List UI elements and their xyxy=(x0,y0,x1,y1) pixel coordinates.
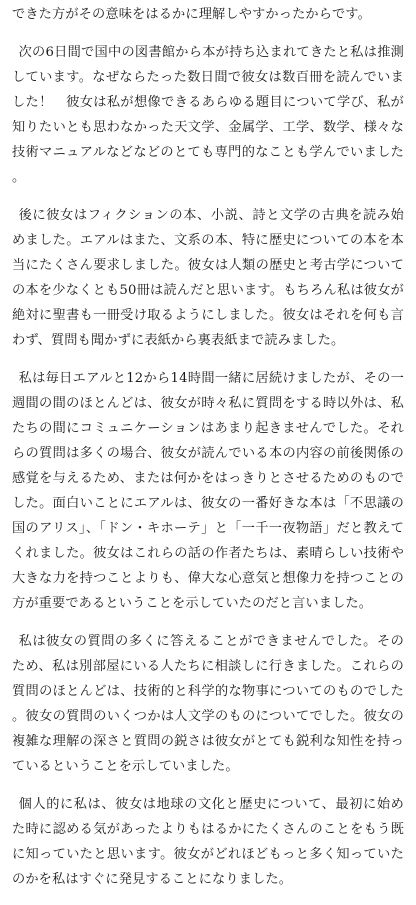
paragraph-daily-sessions: 私は毎日エアルと12から14時間一緒に居続けましたが、その一週間の間のほとんどは、彼女が時々私に質問をする時以外は、私たちの間にコミュニケーションはあまり起きませんでした。それらの質問は多くの場合、彼女が読んでいる本の内容の前後関係の感覚を与えるため、または何かをはっきりとさせるためのものでした。面白いことにエアルは、彼女の一番好きな本は「不思議の国のアリス」、「ドン・キホーテ」と「一千一夜物語」だと教えてくれました。彼女はこれらの話の作者たちは、素晴らしい技術や大きな力を持つことよりも、偉大な心意気と想像力を持つことの方が重要であるということを示していたのだと言いました。 xyxy=(12,371,404,611)
paragraph-fiction-history: 後に彼女はフィクションの本、小説、詩と文学の古典を読み始めました。エアルはまた、文系の本、特に歴史についての本を本当にたくさん要求しました。彼女は人類の歴史と考古学についての本を少なくとも50冊は読んだと思います。もちろん私は彼女が絶対に聖書も一冊受け取るようにしました。彼女はそれを何も言わず、質問も聞かずに表紙から裏表紙まで読みました。 xyxy=(12,208,404,348)
paragraph-questions: 私は彼女の質問の多くに答えることができませんでした。そのため、私は別部屋にいる人たちに相談しに行きました。これらの質問のほとんどは、技術的と科学的な物事についてのものでした。彼女の質問のいくつかは人文学のものについてでした。彼女の複雑な理解の深さと質問の鋭さは彼女がとても鋭利な知性を持っているということを示していました。 xyxy=(12,634,404,774)
paragraph-library-books: 次の6日間で国中の図書館から本が持ち込まれてきたと私は推測しています。なぜならたった数日間で彼女は数百冊を読んでいました！ 彼女は私が想像できるあらゆる題目について学び、私が知りたいとも思わなかった天文学、金属学、工学、数学、様々な技術マニュアルなどなどのとても専門的なことも学んでいました。 xyxy=(12,45,404,185)
paragraph-continued: できた方がその意味をはるかに理解しやすかったからです。 xyxy=(12,7,371,22)
paragraph-personal-view: 個人的に私は、彼女は地球の文化と歴史について、最初に始めた時に認める気があったよりもはるかにたくさんのことをもう既に知っていたと思います。彼女がどれほどもっと多く知っていたのかを私はすぐに発見することになりました。 xyxy=(12,797,404,887)
reader-page xyxy=(12,2,404,905)
